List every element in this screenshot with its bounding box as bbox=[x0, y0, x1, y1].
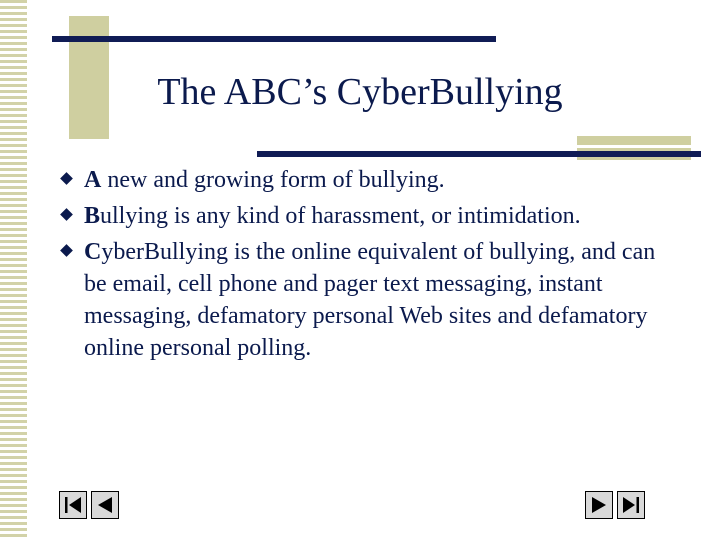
last-slide-icon bbox=[618, 492, 644, 518]
bullet-initial: A bbox=[84, 167, 102, 193]
bullet-initial: B bbox=[84, 203, 101, 229]
bullet-text: yberBullying is the online equivalent of bullying, and can be email, cell phone and pager text messaging, instant messaging, defamatory personal Web sites and defamatory online personal polling. bbox=[84, 239, 656, 361]
bullet-item bbox=[60, 236, 660, 364]
bullet-initial: C bbox=[84, 239, 102, 265]
bullet-item bbox=[60, 164, 660, 196]
first-slide-icon bbox=[60, 492, 86, 518]
bullet-diamond-icon bbox=[60, 244, 73, 257]
previous-slide-button[interactable] bbox=[91, 491, 119, 519]
next-slide-button[interactable] bbox=[585, 491, 613, 519]
bullet-item bbox=[60, 200, 660, 232]
title-prefix: The bbox=[157, 71, 224, 113]
next-slide-icon bbox=[586, 492, 612, 518]
decorative-top-bar bbox=[52, 36, 496, 42]
first-slide-button[interactable] bbox=[59, 491, 87, 519]
nav-left-group bbox=[59, 491, 123, 521]
title-suffix: ’s CyberBullying bbox=[301, 71, 563, 113]
last-slide-button[interactable] bbox=[617, 491, 645, 519]
bullet-list bbox=[60, 164, 660, 368]
slide-title bbox=[0, 70, 720, 114]
title-abc: ABC bbox=[223, 71, 302, 113]
bullet-text: ullying is any kind of harassment, or intimidation. bbox=[100, 203, 581, 229]
bullet-diamond-icon bbox=[60, 208, 73, 221]
nav-right-group bbox=[585, 491, 649, 521]
decorative-right-bar bbox=[257, 151, 701, 157]
bullet-text: new and growing form of bullying. bbox=[101, 167, 445, 193]
previous-slide-icon bbox=[92, 492, 118, 518]
bullet-diamond-icon bbox=[60, 172, 73, 185]
